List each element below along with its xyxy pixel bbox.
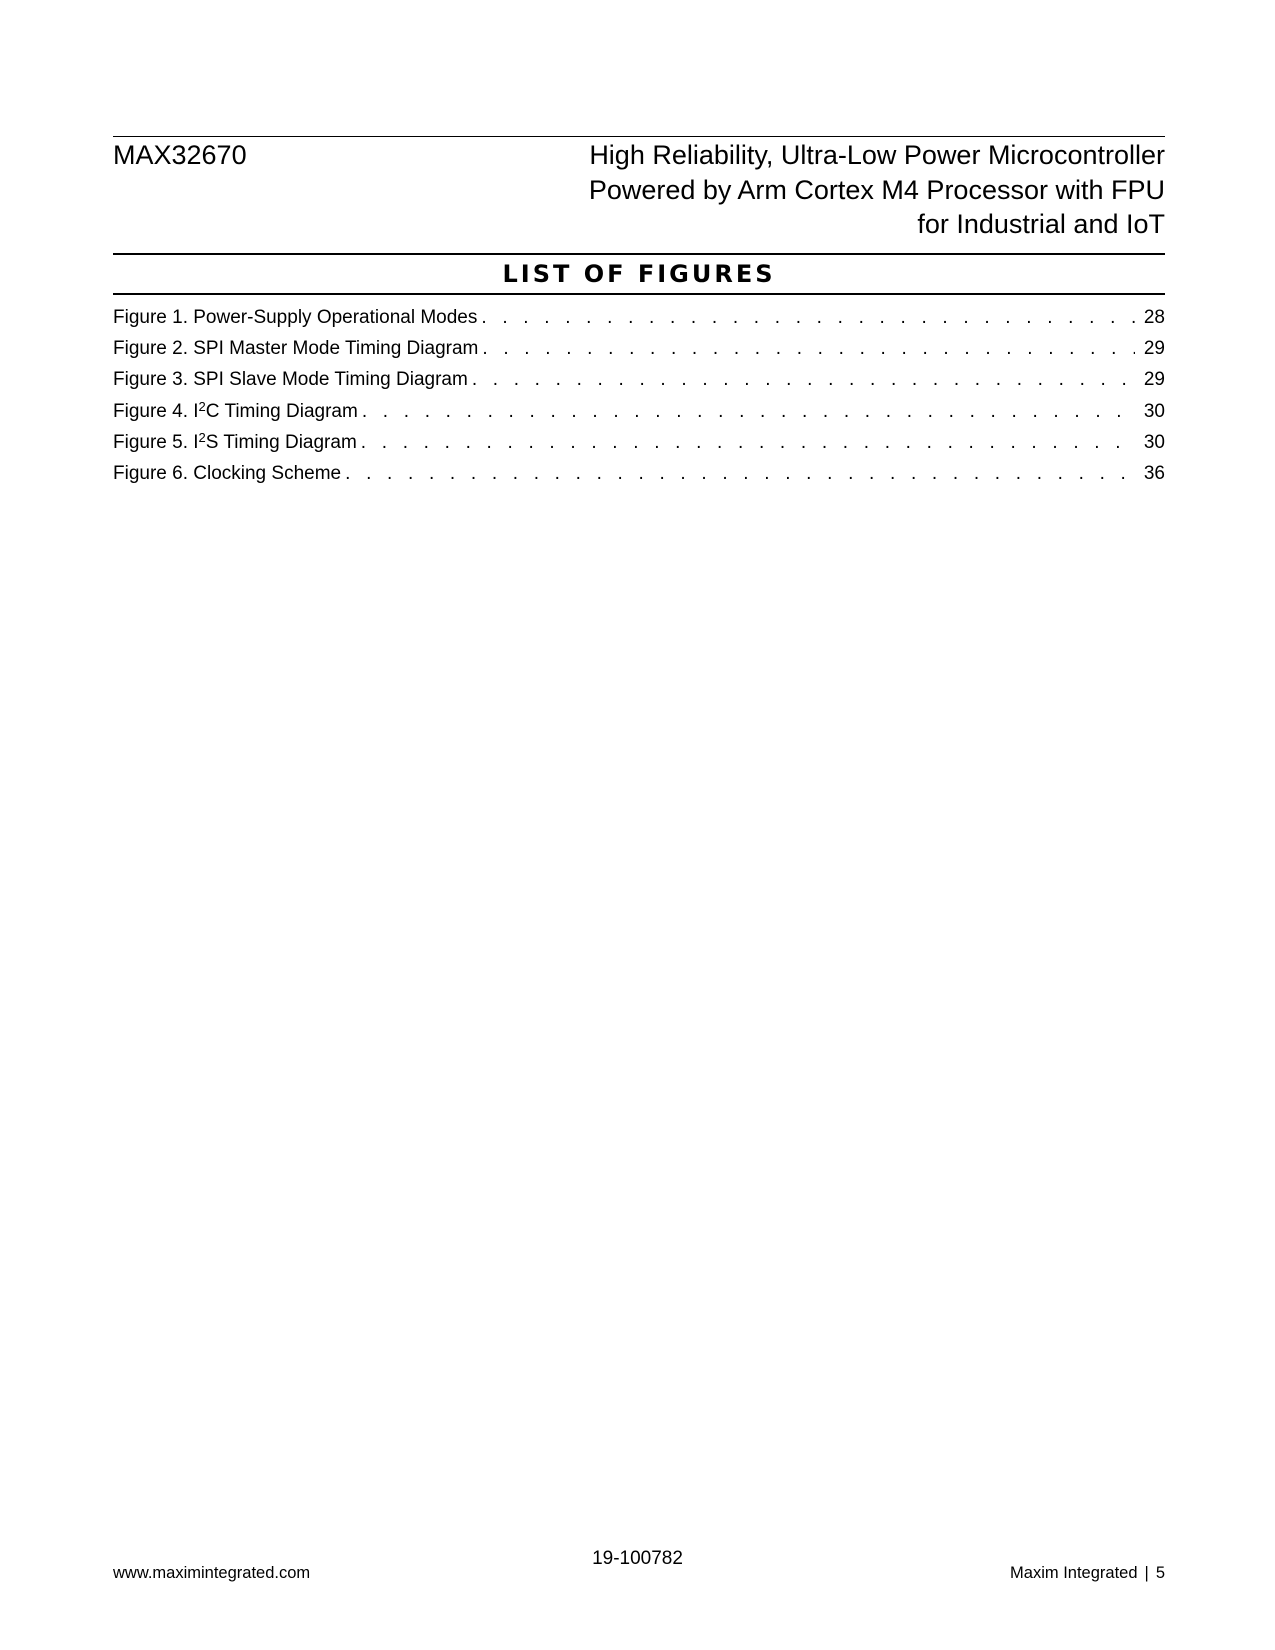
figure-title: Figure 2. SPI Master Mode Timing Diagram xyxy=(113,338,479,360)
figure-title: Figure 3. SPI Slave Mode Timing Diagram xyxy=(113,369,468,391)
dot-leader xyxy=(482,333,1135,364)
list-of-figures xyxy=(113,302,1165,489)
figure-entry[interactable] xyxy=(113,427,1165,458)
document-title-line: High Reliability, Ultra-Low Power Microcontroller xyxy=(589,140,1165,170)
figure-title: Figure 1. Power-Supply Operational Modes xyxy=(113,307,478,328)
figure-title-post: S Timing Diagram xyxy=(205,431,357,453)
figure-page-number: 29 xyxy=(1143,369,1165,391)
dot-leader xyxy=(472,364,1135,395)
document-number: 19-100782 xyxy=(592,1548,683,1569)
document-title xyxy=(525,138,1165,242)
document-title-line: for Industrial and IoT xyxy=(917,209,1165,239)
dot-leader xyxy=(361,427,1135,458)
superscript: 2 xyxy=(198,429,206,445)
figure-page-number: 29 xyxy=(1143,338,1165,360)
page-number: 5 xyxy=(1155,1564,1165,1582)
figure-entry[interactable] xyxy=(113,396,1165,427)
header-top-rule xyxy=(113,136,1165,137)
section-rule-bottom xyxy=(113,293,1165,295)
dot-leader xyxy=(345,458,1135,489)
figure-page-number: 28 xyxy=(1143,307,1165,328)
figure-title-post: C Timing Diagram xyxy=(205,400,358,422)
dot-leader xyxy=(481,302,1135,333)
figure-entry[interactable] xyxy=(113,333,1165,364)
figure-title-pre: Figure 5. I xyxy=(113,431,199,453)
website-link[interactable]: www.maximintegrated.com xyxy=(113,1564,311,1582)
dot-leader xyxy=(362,396,1135,427)
footer-separator: | xyxy=(1144,1564,1149,1582)
section-rule-top xyxy=(113,253,1165,255)
figure-entry[interactable] xyxy=(113,458,1165,489)
figure-title-pre: Figure 4. I xyxy=(113,400,199,422)
figure-title xyxy=(113,396,358,427)
document-title-line: Powered by Arm Cortex M4 Processor with FPU xyxy=(588,174,1165,205)
footer-company-page xyxy=(1010,1562,1165,1584)
figure-page-number: 30 xyxy=(1143,431,1165,453)
figure-page-number: 30 xyxy=(1143,400,1165,422)
figure-entry[interactable] xyxy=(113,302,1165,333)
section-heading: LIST OF FIGURES xyxy=(502,260,776,288)
figure-title: Figure 6. Clocking Scheme xyxy=(113,462,342,484)
figure-title xyxy=(113,427,357,458)
figure-entry[interactable] xyxy=(113,364,1165,395)
part-number: MAX32670 xyxy=(113,140,247,170)
company-name: Maxim Integrated xyxy=(1010,1564,1138,1582)
figure-page-number: 36 xyxy=(1143,462,1165,484)
superscript: 2 xyxy=(198,398,206,414)
